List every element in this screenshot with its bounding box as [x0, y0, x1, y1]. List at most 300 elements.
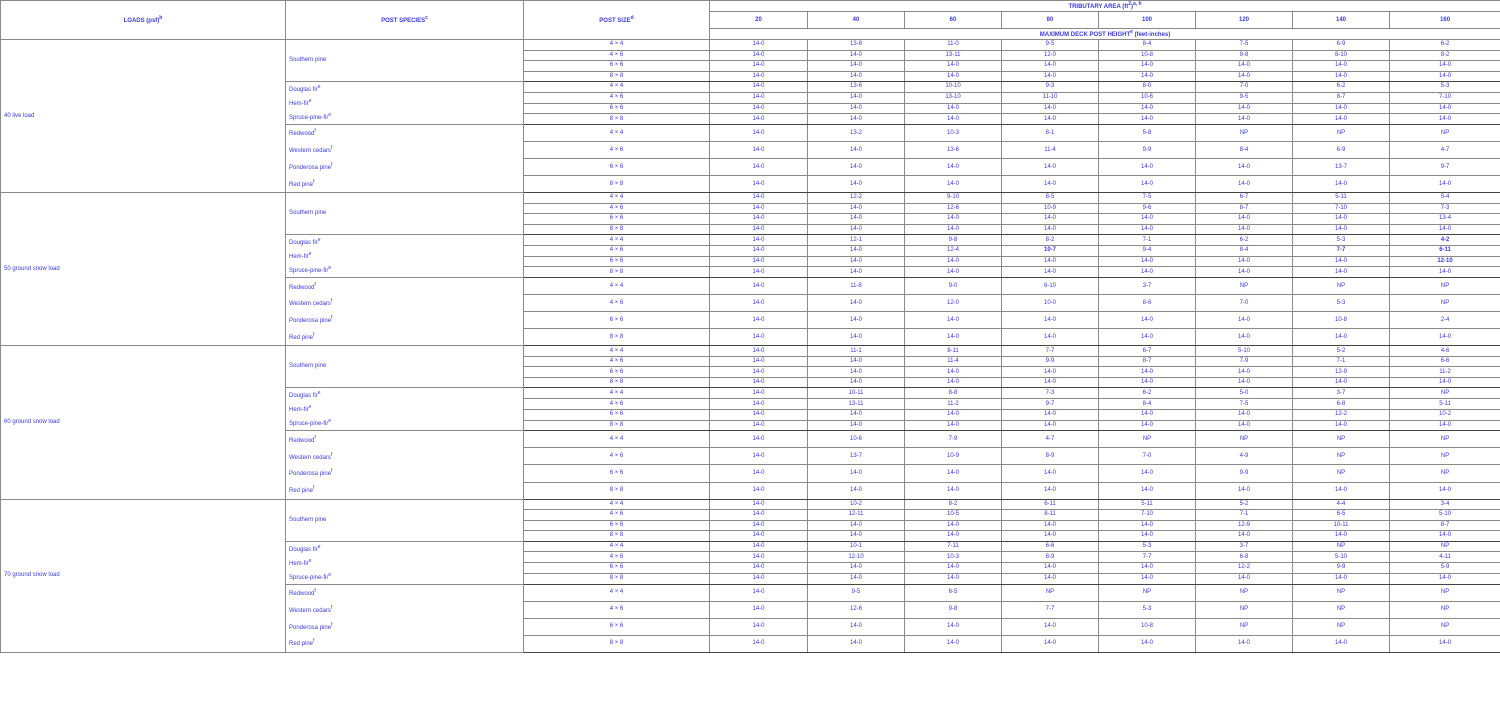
height-cell: 14-0 [1099, 420, 1196, 431]
species-name [289, 237, 523, 247]
height-cell: 9-9 [1099, 142, 1196, 159]
post-size-cell: 8 × 8 [524, 114, 710, 125]
height-cell: 3-4 [1390, 499, 1500, 510]
height-cell: 7-5 [1099, 193, 1196, 204]
height-cell: 12-2 [1196, 563, 1293, 574]
height-cell: 14-0 [905, 329, 1002, 346]
species-name [289, 558, 523, 568]
height-cell: 14-0 [808, 50, 905, 61]
height-cell: 6-8 [1293, 399, 1390, 410]
height-cell: 5-11 [1099, 499, 1196, 510]
height-cell: 14-0 [808, 465, 905, 482]
height-cell: 6-5 [905, 584, 1002, 601]
height-cell: 14-0 [808, 176, 905, 193]
height-cell: NP [1196, 278, 1293, 295]
height-cell: 14-0 [710, 465, 808, 482]
height-cell: 14-0 [1099, 114, 1196, 125]
height-cell: 6-9 [1293, 142, 1390, 159]
species-footnote: f [313, 178, 315, 185]
post-size-cell: 4 × 6 [524, 356, 710, 367]
height-cell: 14-0 [1002, 420, 1099, 431]
species-name [289, 251, 523, 261]
height-cell: 14-0 [808, 203, 905, 214]
height-cell: 14-0 [710, 399, 808, 410]
height-cell: NP [1390, 601, 1500, 618]
post-size-cell: 4 × 4 [524, 388, 710, 399]
load-label: 40 live load [1, 40, 286, 193]
height-cell: 14-0 [905, 520, 1002, 531]
species-southern-pine: Southern pine [286, 346, 524, 388]
header-area-20: 20 [710, 12, 808, 29]
height-cell: 14-0 [710, 159, 808, 176]
post-size-cell: 8 × 8 [524, 71, 710, 82]
height-cell: 10-1 [808, 541, 905, 552]
height-cell: 14-0 [1099, 329, 1196, 346]
species-name [289, 282, 523, 292]
height-cell: 11-2 [1390, 367, 1500, 378]
height-cell: 7-10 [1099, 510, 1196, 521]
height-cell: 14-0 [1196, 635, 1293, 652]
height-cell: 14-0 [710, 214, 808, 225]
species-footnote: e [328, 112, 332, 118]
height-cell: 10-3 [905, 552, 1002, 563]
post-size-cell: 6 × 6 [524, 312, 710, 329]
height-cell: 14-0 [808, 520, 905, 531]
species-footnote: e [317, 543, 321, 550]
height-cell: 8-10 [1293, 50, 1390, 61]
height-cell: 14-0 [1099, 520, 1196, 531]
height-cell: 14-0 [1196, 409, 1293, 420]
height-cell: NP [1002, 584, 1099, 601]
species-name [289, 332, 523, 342]
height-cell: 8-7 [1293, 92, 1390, 103]
height-cell: 14-0 [808, 224, 905, 235]
height-cell: 11-1 [808, 346, 905, 357]
header-area-120: 120 [1196, 12, 1293, 29]
species-name-text: Redwood [289, 131, 315, 138]
height-cell: 5-9 [1390, 563, 1500, 574]
height-cell: 14-0 [1196, 420, 1293, 431]
height-cell: 14-0 [1099, 159, 1196, 176]
post-size-cell: 4 × 6 [524, 142, 710, 159]
height-cell: 14-0 [905, 159, 1002, 176]
species-name-text: Hem-fir [289, 254, 309, 261]
height-cell: 3-7 [1293, 388, 1390, 399]
height-cell: 5-4 [1390, 193, 1500, 204]
height-cell: 12-1 [808, 235, 905, 246]
species-name-text: Western cedars [289, 454, 331, 461]
post-size-cell: 8 × 8 [524, 267, 710, 278]
height-cell: 11-2 [905, 399, 1002, 410]
height-cell: 9-5 [1002, 40, 1099, 51]
height-cell: 14-0 [1390, 224, 1500, 235]
height-cell: 14-0 [808, 245, 905, 256]
height-cell: 14-0 [1390, 573, 1500, 584]
height-cell: 14-0 [1293, 267, 1390, 278]
post-size-cell: 4 × 4 [524, 541, 710, 552]
post-size-cell: 6 × 6 [524, 214, 710, 225]
height-cell: 14-0 [710, 482, 808, 499]
species-southern-pine: Southern pine [286, 499, 524, 541]
height-cell: 14-0 [1196, 573, 1293, 584]
height-cell: 9-0 [905, 278, 1002, 295]
height-cell: 7-0 [1099, 448, 1196, 465]
height-cell: 14-0 [808, 635, 905, 652]
height-cell: NP [1293, 601, 1390, 618]
height-cell: 11-10 [1002, 92, 1099, 103]
height-cell: 7-5 [1196, 399, 1293, 410]
height-cell: 14-0 [1196, 224, 1293, 235]
height-cell: 10-0 [1002, 295, 1099, 312]
height-cell: 14-0 [710, 531, 808, 542]
height-cell: 9-3 [1002, 82, 1099, 93]
species-name [289, 452, 523, 462]
height-cell: 14-0 [1390, 531, 1500, 542]
height-cell: 14-0 [710, 256, 808, 267]
species-name-text: Ponderosa pine [289, 624, 332, 631]
height-cell: 14-0 [1196, 267, 1293, 278]
height-cell: 8-7 [1390, 520, 1500, 531]
species-name [289, 605, 523, 615]
height-cell: 14-0 [1390, 71, 1500, 82]
height-cell: 13-11 [808, 399, 905, 410]
height-cell: 14-0 [1002, 409, 1099, 420]
post-size-cell: 4 × 4 [524, 346, 710, 357]
post-size-cell: 4 × 6 [524, 295, 710, 312]
height-cell: NP [1390, 125, 1500, 142]
height-cell: 14-0 [1196, 61, 1293, 72]
height-cell: 14-0 [1002, 635, 1099, 652]
species-southern-pine: Southern pine [286, 40, 524, 82]
table-row [1, 346, 1500, 357]
height-cell: 14-0 [905, 563, 1002, 574]
height-cell: 14-0 [1099, 267, 1196, 278]
height-cell: 7-3 [1002, 388, 1099, 399]
height-cell: 11-4 [1002, 142, 1099, 159]
height-cell: 14-0 [808, 61, 905, 72]
height-cell: 14-0 [1293, 176, 1390, 193]
species-name [289, 145, 523, 155]
height-cell: 14-0 [710, 176, 808, 193]
height-cell: 14-0 [905, 573, 1002, 584]
species-footnote: f [331, 621, 333, 628]
species-name-text: Redwood [289, 590, 315, 597]
height-cell: 14-0 [1099, 176, 1196, 193]
height-cell: 10-9 [905, 448, 1002, 465]
height-cell: NP [1196, 125, 1293, 142]
height-cell: 14-0 [1002, 114, 1099, 125]
height-cell: NP [1390, 431, 1500, 448]
post-size-cell: 6 × 6 [524, 465, 710, 482]
height-cell: NP [1099, 584, 1196, 601]
height-cell: 6-10 [1002, 278, 1099, 295]
height-cell: 13-6 [905, 142, 1002, 159]
height-cell: 14-0 [710, 224, 808, 235]
post-size-cell: 4 × 6 [524, 203, 710, 214]
height-cell: 14-0 [808, 71, 905, 82]
post-size-cell: 6 × 6 [524, 103, 710, 114]
height-cell: 14-0 [710, 431, 808, 448]
height-cell: 14-0 [1293, 420, 1390, 431]
height-cell: 7-7 [1002, 601, 1099, 618]
height-cell: 7-5 [1196, 40, 1293, 51]
species-name-text: Ponderosa pine [289, 318, 332, 325]
species-name [289, 98, 523, 108]
height-cell: 9-4 [1099, 245, 1196, 256]
height-cell: 14-0 [808, 329, 905, 346]
species-name-text: Spruce-pine-fir [289, 574, 329, 581]
height-cell: 14-0 [1099, 312, 1196, 329]
post-size-cell: 8 × 8 [524, 420, 710, 431]
height-cell: 14-0 [808, 214, 905, 225]
post-size-cell: 4 × 6 [524, 92, 710, 103]
height-cell: 12-0 [905, 295, 1002, 312]
species-name-text: Redwood [289, 284, 315, 291]
height-cell: 6-11 [1002, 499, 1099, 510]
height-cell: NP [1293, 541, 1390, 552]
height-cell: 14-0 [1099, 377, 1196, 388]
height-cell: 14-0 [808, 573, 905, 584]
height-cell: 6-2 [1390, 40, 1500, 51]
height-cell: 8-9 [1002, 448, 1099, 465]
height-cell: 14-0 [1293, 71, 1390, 82]
height-cell: 14-0 [808, 563, 905, 574]
height-cell: 5-11 [1293, 193, 1390, 204]
species-name-text: Hem-fir [289, 101, 309, 107]
height-cell: 14-0 [1390, 329, 1500, 346]
species-name-text: Douglas fir [289, 87, 318, 93]
species-name [289, 435, 523, 445]
height-cell: 8-11 [1002, 510, 1099, 521]
height-cell: 14-0 [905, 61, 1002, 72]
species-name [289, 418, 523, 428]
height-cell: 14-0 [710, 635, 808, 652]
height-cell: 14-0 [1099, 563, 1196, 574]
height-cell: 14-0 [710, 356, 808, 367]
height-cell: 14-0 [1196, 482, 1293, 499]
height-cell: 14-0 [1390, 103, 1500, 114]
height-cell: NP [1390, 584, 1500, 601]
height-cell: 14-0 [710, 245, 808, 256]
height-cell: 14-0 [1196, 71, 1293, 82]
height-cell: 14-0 [1293, 573, 1390, 584]
header-area-80: 80 [1002, 12, 1099, 29]
post-size-cell: 6 × 6 [524, 61, 710, 72]
height-cell: 10-11 [808, 388, 905, 399]
header-loads: LOADS (psf)$^b$ [1, 1, 286, 40]
height-cell: 9-5 [808, 584, 905, 601]
height-cell: 8-4 [1099, 399, 1196, 410]
species-name [289, 638, 523, 648]
height-cell: 14-0 [1293, 329, 1390, 346]
height-cell: 14-0 [905, 367, 1002, 378]
height-cell: 3-7 [1196, 541, 1293, 552]
species-footnote: e [317, 84, 321, 90]
height-cell: 14-0 [808, 92, 905, 103]
species-name [289, 468, 523, 478]
height-cell: 14-0 [1099, 465, 1196, 482]
height-cell: 14-0 [1002, 214, 1099, 225]
post-size-cell: 8 × 8 [524, 377, 710, 388]
height-cell: 14-0 [905, 214, 1002, 225]
post-size-cell: 4 × 4 [524, 193, 710, 204]
height-cell: 14-0 [710, 312, 808, 329]
height-cell: 13-6 [808, 82, 905, 93]
height-cell: NP [1390, 388, 1500, 399]
height-cell: 8-7 [1196, 203, 1293, 214]
height-cell: 14-0 [905, 224, 1002, 235]
height-cell: 7-0 [1196, 295, 1293, 312]
height-cell: 6-8 [1196, 552, 1293, 563]
post-size-cell: 8 × 8 [524, 482, 710, 499]
height-cell: 14-0 [1099, 256, 1196, 267]
height-cell: 9-5 [1196, 92, 1293, 103]
species-name [289, 298, 523, 308]
height-cell: 5-10 [1196, 346, 1293, 357]
species-footnote: f [331, 315, 333, 322]
height-cell: 14-0 [710, 601, 808, 618]
height-cell: 11-8 [808, 278, 905, 295]
height-cell: 7-1 [1099, 235, 1196, 246]
height-cell: 6-11 [1390, 245, 1500, 256]
table-row [1, 499, 1500, 510]
height-cell: 14-0 [1002, 563, 1099, 574]
height-cell: 14-0 [710, 114, 808, 125]
height-cell: 5-3 [1099, 541, 1196, 552]
height-cell: 8-2 [1390, 50, 1500, 61]
height-cell: 8-4 [1196, 245, 1293, 256]
height-cell: 14-0 [1196, 367, 1293, 378]
post-size-cell: 4 × 4 [524, 499, 710, 510]
height-cell: 14-0 [1196, 312, 1293, 329]
height-cell: 14-0 [710, 103, 808, 114]
height-cell: 14-0 [710, 235, 808, 246]
height-cell: 5-3 [1390, 82, 1500, 93]
species-name [289, 162, 523, 172]
height-cell: 14-0 [1196, 377, 1293, 388]
post-size-cell: 4 × 6 [524, 448, 710, 465]
height-cell: 4-6 [1390, 346, 1500, 357]
height-cell: 14-0 [1099, 367, 1196, 378]
height-cell: 6-6 [1390, 356, 1500, 367]
height-cell: 7-0 [1196, 82, 1293, 93]
header-area-100: 100 [1099, 12, 1196, 29]
height-cell: NP [1293, 278, 1390, 295]
height-cell: 14-0 [710, 448, 808, 465]
height-cell: 14-0 [710, 295, 808, 312]
species-name [289, 572, 523, 582]
height-cell: 14-0 [1099, 409, 1196, 420]
post-size-cell: 8 × 8 [524, 176, 710, 193]
post-size-cell: 4 × 4 [524, 40, 710, 51]
header-area-40: 40 [808, 12, 905, 29]
height-cell: 14-0 [710, 409, 808, 420]
height-cell: 14-0 [808, 267, 905, 278]
height-cell: 14-0 [1099, 71, 1196, 82]
height-cell: 14-0 [710, 584, 808, 601]
header-post-size: POST SIZE$^d$ [524, 1, 710, 40]
height-cell: 14-0 [1196, 114, 1293, 125]
height-cell: 14-0 [1002, 267, 1099, 278]
post-size-cell: 4 × 6 [524, 399, 710, 410]
height-cell: 14-0 [1390, 635, 1500, 652]
height-cell: 8-5 [1002, 193, 1099, 204]
table-row [1, 40, 1500, 51]
height-cell: 14-0 [905, 312, 1002, 329]
height-cell: 14-0 [1099, 103, 1196, 114]
height-cell: 14-0 [808, 295, 905, 312]
height-cell: 14-0 [710, 563, 808, 574]
height-cell: 14-0 [808, 159, 905, 176]
height-cell: 14-0 [808, 618, 905, 635]
species-footnote: f [330, 298, 333, 305]
height-cell: 8-1 [1002, 125, 1099, 142]
height-cell: 14-0 [1293, 114, 1390, 125]
species-name-text: Western cedars [289, 148, 331, 155]
height-cell: 7-3 [1390, 203, 1500, 214]
height-cell: 14-0 [905, 420, 1002, 431]
height-cell: 9-7 [1390, 159, 1500, 176]
height-cell: 14-0 [1002, 520, 1099, 531]
height-cell: 14-0 [1002, 329, 1099, 346]
height-cell: 5-3 [1293, 295, 1390, 312]
species-name [289, 588, 523, 598]
height-cell: 4-7 [1390, 142, 1500, 159]
height-cell: 14-0 [1002, 482, 1099, 499]
height-cell: 14-0 [1002, 176, 1099, 193]
height-cell: 14-0 [1293, 256, 1390, 267]
height-cell: 13-11 [905, 50, 1002, 61]
height-cell: 14-0 [710, 61, 808, 72]
height-cell: NP [1293, 431, 1390, 448]
height-cell: 8-0 [1099, 82, 1196, 93]
height-cell: NP [1196, 584, 1293, 601]
height-cell: 14-0 [808, 420, 905, 431]
height-cell: NP [1293, 584, 1390, 601]
species-footnote: e [308, 404, 312, 411]
height-cell: 14-0 [710, 618, 808, 635]
height-cell: NP [1293, 618, 1390, 635]
species-name-text: Red pine [289, 488, 314, 495]
post-size-cell: 6 × 6 [524, 367, 710, 378]
height-cell: 14-0 [710, 193, 808, 204]
header-area-60: 60 [905, 12, 1002, 29]
load-label: 50 ground snow load [1, 193, 286, 346]
height-cell: 14-0 [1002, 377, 1099, 388]
height-cell: 6-2 [1293, 82, 1390, 93]
height-cell: 9-8 [1196, 50, 1293, 61]
height-cell: 12-6 [905, 203, 1002, 214]
height-cell: 14-0 [1099, 531, 1196, 542]
height-cell: 14-0 [1196, 256, 1293, 267]
height-cell: 14-0 [1293, 103, 1390, 114]
species-name [289, 179, 523, 189]
height-cell: 8-8 [905, 388, 1002, 399]
height-cell: 6-7 [1099, 346, 1196, 357]
species-footnote: f [330, 145, 333, 152]
species-name-text: Western cedars [289, 607, 331, 614]
post-size-cell: 8 × 8 [524, 635, 710, 652]
height-cell: 7-1 [1196, 510, 1293, 521]
species-footnote: e [328, 571, 332, 578]
height-cell: 6-6 [1002, 541, 1099, 552]
height-cell: 14-0 [1390, 267, 1500, 278]
species-footnote: f [313, 331, 315, 338]
species-footnote: e [317, 237, 321, 244]
species-name [289, 485, 523, 495]
height-cell: 14-0 [710, 40, 808, 51]
species-group-mid [286, 541, 524, 584]
